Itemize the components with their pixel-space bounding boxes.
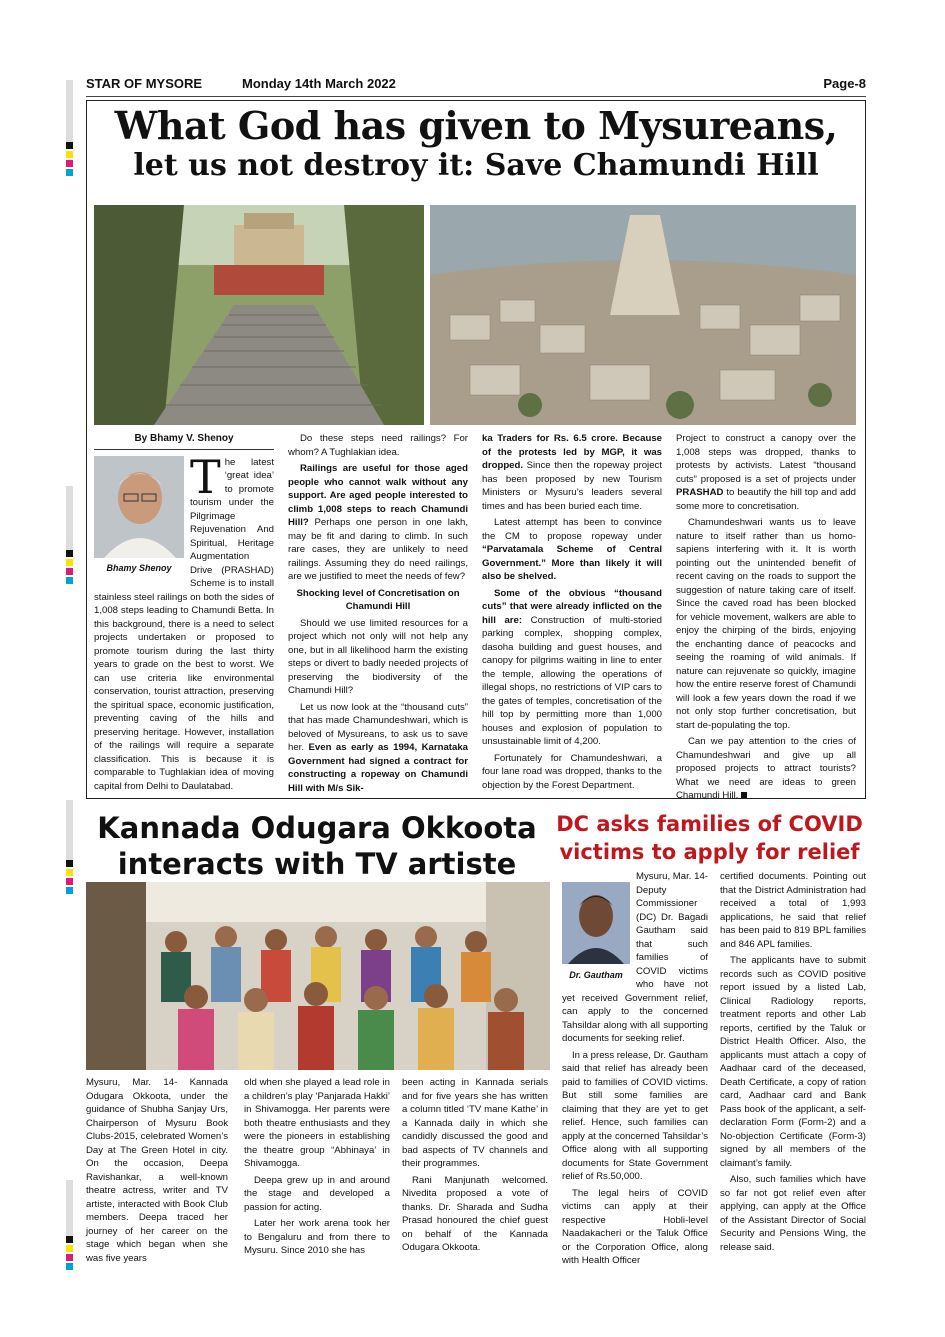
author-caption: Bhamy Shenoy (106, 563, 172, 573)
lead-column-1 (94, 432, 274, 796)
steps-photo (94, 205, 424, 425)
lead-col3-p4: Fortunately for Chamundeshwari, a four lane road was dropped, thanks to the objection by the Forest Department. (482, 752, 662, 791)
paper-name: STAR OF MYSORE (86, 76, 203, 91)
lead-col3-p3-bold: Some of the obvious “thousand cuts” that were already inflicted on the hill are: (482, 587, 662, 626)
lead-headline-line2: let us not destroy it: Save Chamundi Hill (133, 148, 819, 183)
lead-column-3 (482, 432, 662, 795)
lead-col4-p1b: to beautify the hill top and add some more to concretisation. (676, 487, 856, 512)
dc-photo-caption: Dr. Gautham (569, 969, 623, 980)
book-club-group-photo (86, 882, 550, 1070)
lead-col3-p3-rest: Construction of multi-storied parking complex, shopping complex, dasoha building and guest houses, and canopy for pilgrims waiting in line to enter the temple, allowing the operations of illegal shops, no restrictions of VIP cars to the gates of temples, concretisation of the hill top by permitting more than 1,000 houses and explosion of population to unsustainable limit of 4,200. (482, 614, 663, 747)
lead-col2-p4-bold: Even as early as 1994, Karnataka Government had signed a contract for constructing a ropeway on Chamundi Hill with M/s Sik- (288, 742, 468, 794)
registration-color-bar (66, 1236, 73, 1276)
byline: By Bhamy V. Shenoy (94, 432, 274, 450)
issue-date: Monday 14th March 2022 (242, 76, 396, 91)
registration-gray-bar (66, 80, 73, 142)
registration-gray-bar (66, 800, 73, 860)
lead-col4-p2: Chamundeshwari wants us to leave nature to itself rather than us homo-sapiens interfering with it. It is worth pointing out the unintended benefit of recent caving on the roads to support the suggestion of nature taking care of itself. Since the caved road has been blocked for vehicle movement, walkers are able to enjoy the chirping of the birds, enjoying the enchanting dance of peacocks and seeing the roaming of wild animals. If nature can rejuvenate so quickly, imagine how the entire reserve forest of Chamundi will look a few years down the road if we not only stop further concretisation, but start de-populating the top. (676, 517, 856, 731)
lead-col3-p1-rest: Since then the ropeway project has been proposed by new Tourism Ministers or Mysuru’s leaders several times and has been buried each time. (482, 460, 662, 512)
lead-col3-p2: Latest attempt has been to convince the CM to propose ropeway under (482, 517, 662, 542)
lead-subhead: Shocking level of Concretisation on Chamundi Hill (296, 587, 460, 612)
story2-col2-p1: old when she played a lead role in a children’s play ‘Panjarada Hakki’ in Shivamogga. Her parents were both theatre enthusiasts and they were the pioneers in establishing the theatre group “Abhinaya’ in Shivamogga. (244, 1077, 390, 1169)
lead-col4-p1-bold: PRASHAD (676, 487, 724, 498)
story2-col1-text: Mysuru, Mar. 14- Kannada Odugara Okkoota, under the guidance of Shubha Sanjay Urs, Chairperson of Mysuru Book Clubs-2015, celebrated Women’s Day at The Green Hotel in city. On the occasion, Deepa Ravishankar, a well-known theatre actress, writer and TV artiste, interacted with Book Club members. Deepa traced her journey of her career on the stage which began when she was five years (86, 1077, 228, 1264)
story3-col1-top: Mysuru, Mar. 14- Deputy Commissioner (DC) Dr. Bagadi Gautham said that such families of COVID victims who have not yet received Government relief, can apply to the concerned Tahsildar along with all supporting documents for seeking relief. (562, 871, 708, 1044)
page-header (86, 72, 866, 97)
registration-color-bar (66, 550, 73, 590)
page-number: Page-8 (823, 76, 866, 91)
lead-col1-text: he latest ‘great idea’ to promote tourism under the Pilgrimage Rejuvenation And Spiritual, Heritage Augmentation Drive (PRASHAD) Scheme is to install stainless steel railings on both the sides of 1,008 steps leading to Chamundi Betta. In this background, there is a need to select projects undertaken or proposed to promote tourism during the last thirty years to grade on the best to worst. We can use criteria like environmental conservation, tourist attraction, preserving the spiritual space, economic justification, preventing caving of the hills and preserving heritage. However, installation of the railings will require a separate classification. This is because it is comparable to Tughlakian idea of moving capital from Delhi to Daulatabad. (94, 456, 274, 792)
story2-col3-p1: been acting in Kannada serials and for five years she has written a column titled ‘TV mane Kathe’ in a Kannada daily in which she candidly discussed the good and bad aspects of TV channels and their programmes. (402, 1077, 548, 1169)
story2-headline-line2: interacts with TV artiste (117, 847, 517, 881)
story2-headline (86, 810, 548, 882)
story2-col3-p2: Rani Manjunath welcomed. Nivedita proposed a vote of thanks. Dr. Sharada and Sudha Prasad honoured the chief guest on behalf of the Kannada Odugara Okkoota. (402, 1174, 548, 1253)
story3-column-1 (562, 870, 708, 1271)
story2-column-2 (244, 1076, 390, 1261)
lead-headline-line1: What God has given to Mysureans, (114, 103, 838, 148)
book-club-group-photo-image (86, 882, 550, 1070)
lead-column-4 (676, 432, 856, 806)
story3-headline-line1: DC asks families of COVID (556, 812, 863, 836)
story3-col2-p3: Also, such families which have so far not got relief even after applying, can apply at the Office of the Assistant Director of Social Security and Pensions Wing, the release said. (720, 1174, 866, 1253)
story2-headline-line1: Kannada Odugara Okkoota (97, 811, 537, 845)
story2-col2-p2: Deepa grew up in and around the stage and developed a passion for acting. (244, 1174, 390, 1213)
story2-col2-p3: Later her work arena took her to Bengaluru and from there to Mysuru. Since 2010 she has (244, 1218, 390, 1256)
story2-column-1 (86, 1076, 228, 1268)
registration-gray-bar (66, 1180, 73, 1236)
lead-col3-p2-bold: “Parvatamala Scheme of Central Government.” More than likely it will also be shelved. (482, 544, 662, 582)
story2-column-3 (402, 1076, 548, 1258)
registration-color-bar (66, 860, 73, 900)
story3-col2-p2: The applicants have to submit records such as COVID positive report issued by a listed Lab, Clinical Radiology reports, treatment reports and other Lab reports, certified by the Taluk or District Health Officer. Also, the applicants must attach a copy of Aadhaar card of the deceased, Death Certificate, a copy of ration card, Aadhaar card and Bank Pass book of the applicant, a self-declaration Form (Form-2) and a No-objection Certificate (Form-3) signed by all members of the claimant’s family. (720, 955, 866, 1169)
dc-photo (562, 882, 630, 964)
story3-headline (553, 810, 866, 866)
end-mark (741, 792, 747, 798)
registration-color-bar (66, 142, 73, 182)
lead-col2-p2-bold: Railings are useful for those aged people who cannot walk without any support. Are aged people interested to climb 1,008 steps to reach Chamundi Hill? (288, 463, 468, 528)
lead-col2-p3: Should we use limited resources for a project which not only will not help any one, but in all likelihood harm the existing steps or divert to badly needed projects of preserving the biodiversity of the Chamundi Hill? (288, 617, 468, 696)
story3-col2-p1: certified documents. Pointing out that the District Administration had received a total of 1,993 applications, he said that relief has been paid to 819 BPL families and 846 APL families. (720, 871, 866, 950)
drop-cap: T (190, 449, 221, 504)
hill-aerial-photo (430, 205, 856, 425)
hill-aerial-photo-image (430, 205, 856, 425)
lead-column-2 (288, 432, 468, 798)
lead-headline (86, 104, 866, 184)
steps-photo-image (94, 205, 424, 425)
story3-col1-p3: The legal heirs of COVID victims can apply at their respective Hobli-level Naadakacheri or the Taluk Office or the Corporation Office, along with Health Officer (562, 1187, 708, 1266)
author-photo-block (94, 456, 184, 576)
story3-col1-p2: In a press release, Dr. Gautham said that relief has already been paid to families of COVID victims. But still some families are claiming that they are yet to get relief. Hence, such families can apply at the concerned Tahsildar’s Office along with all supporting documents for State Government relief of Rs.50,000. (562, 1049, 708, 1182)
registration-gray-bar (66, 486, 73, 550)
lead-col4-p3: Can we pay attention to the cries of Chamundeshwari and give up all proposed projects to attract tourists? What we need are ideas to green Chamundi Hill. (676, 736, 856, 801)
lead-col2-p4: Let us now look at the “thousand cuts” that has made Chamundeshwari, which is beloved of Mysureans, to ask us to save her. (288, 701, 468, 753)
author-photo (94, 456, 184, 558)
story3-column-2 (720, 870, 866, 1257)
dc-photo-block (562, 882, 630, 982)
lead-col3-p1-bold: ka Traders for Rs. 6.5 crore. Because of the protests led by MGP, it was dropped. (482, 433, 662, 471)
lead-col2-p2-rest: Perhaps one person in one lakh, may be fit and daring to climb. In such rare cases, they are unlikely to need railings. Assuming they do need railings, are we justified to meet the needs of few? (288, 517, 468, 582)
lead-col2-p1: Do these steps need railings? For whom? A Tughlakian idea. (288, 433, 468, 458)
lead-col4-p1a: Project to construct a canopy over the 1,008 steps was dropped, thanks to protests by activists. Latest “thousand cuts” proposed is a set of projects under (676, 433, 856, 485)
story3-headline-line2: victims to apply for relief (559, 840, 860, 864)
